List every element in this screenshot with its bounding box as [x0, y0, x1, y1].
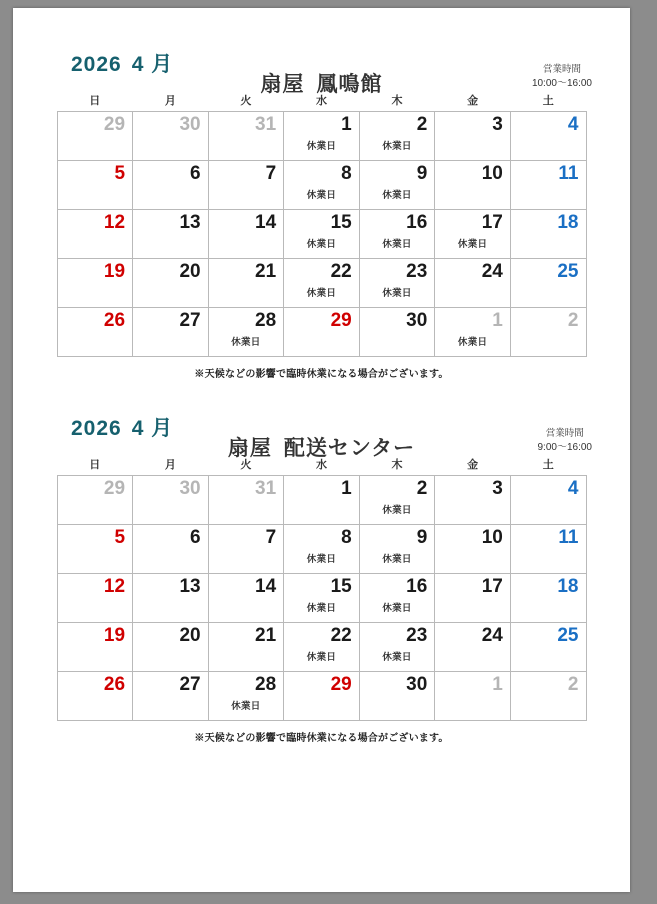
- day-cell[interactable]: [510, 525, 586, 574]
- day-cell[interactable]: [284, 161, 360, 210]
- closed-day-label: 休業日: [382, 287, 412, 299]
- day-number: 28: [255, 310, 277, 331]
- day-number: 3: [492, 478, 503, 499]
- weekday-header: 土: [542, 459, 554, 471]
- day-number: 12: [103, 576, 126, 597]
- day-number: 10: [481, 163, 503, 184]
- day-number: 15: [330, 576, 352, 597]
- day-number: 16: [406, 576, 428, 597]
- day-cell[interactable]: [208, 161, 284, 210]
- weekday-header: 木: [391, 95, 403, 107]
- day-number: 16: [406, 212, 428, 233]
- day-number: 2: [416, 114, 428, 135]
- day-number: 30: [179, 478, 201, 499]
- day-number: 21: [255, 625, 277, 646]
- closed-day-label: 休業日: [382, 189, 412, 201]
- week-row: [57, 525, 586, 574]
- closed-day-label: 休業日: [382, 504, 412, 516]
- day-number: 9: [416, 163, 428, 184]
- day-cell[interactable]: [284, 574, 360, 623]
- closed-day-label: 休業日: [306, 238, 337, 250]
- day-number: 24: [481, 625, 503, 646]
- day-number: 7: [265, 163, 277, 184]
- day-number: 1: [341, 114, 352, 135]
- day-number: 25: [557, 261, 579, 282]
- week-row: [57, 623, 586, 672]
- business-hours-value: 9:00〜16:00: [537, 441, 592, 453]
- day-number: 1: [492, 674, 503, 695]
- day-cell[interactable]: [208, 210, 284, 259]
- month-label: 4 月: [131, 417, 174, 440]
- year-label: 2026: [71, 53, 122, 76]
- day-cell[interactable]: [510, 476, 586, 525]
- day-number: 17: [481, 576, 503, 597]
- day-number: 24: [481, 261, 503, 282]
- calendar-table: [57, 92, 587, 357]
- day-cell[interactable]: [359, 623, 435, 672]
- day-cell[interactable]: [359, 574, 435, 623]
- day-cell[interactable]: [208, 672, 284, 721]
- day-number: 26: [103, 310, 126, 331]
- day-number: 13: [179, 212, 201, 233]
- day-number: 19: [103, 625, 126, 646]
- day-cell[interactable]: [284, 623, 360, 672]
- day-number: 27: [179, 674, 201, 695]
- day-number: 4: [567, 478, 579, 499]
- day-cell[interactable]: [57, 259, 133, 308]
- day-number: 14: [255, 212, 277, 233]
- weekday-header: 火: [240, 459, 252, 471]
- weekday-header: 金: [467, 459, 479, 471]
- day-cell[interactable]: [57, 525, 133, 574]
- week-row: [57, 259, 586, 308]
- day-number: 8: [341, 163, 352, 184]
- closed-day-label: 休業日: [306, 189, 337, 201]
- day-cell[interactable]: [133, 259, 209, 308]
- weekday-header: 金: [467, 95, 479, 107]
- closed-day-label: 休業日: [457, 336, 488, 348]
- day-number: 23: [406, 625, 428, 646]
- disclaimer-note: ※天候などの影響で臨時休業になる場合がございます。: [194, 733, 449, 744]
- day-cell[interactable]: [133, 672, 209, 721]
- closed-day-label: 休業日: [382, 553, 412, 565]
- day-cell[interactable]: [208, 259, 284, 308]
- day-number: 1: [341, 478, 352, 499]
- disclaimer-note: ※天候などの影響で臨時休業になる場合がございます。: [194, 369, 449, 380]
- week-row: [57, 308, 586, 357]
- day-number: 29: [103, 478, 126, 499]
- week-row: [57, 161, 586, 210]
- day-number: 11: [558, 527, 579, 548]
- day-number: 29: [330, 674, 352, 695]
- day-cell[interactable]: [284, 672, 360, 721]
- weekday-header: 水: [315, 95, 327, 107]
- day-cell[interactable]: [510, 672, 586, 721]
- day-number: 21: [255, 261, 277, 282]
- day-number: 1: [492, 310, 503, 331]
- day-cell[interactable]: [208, 525, 284, 574]
- week-row: [57, 574, 586, 623]
- day-number: 2: [416, 478, 428, 499]
- day-cell[interactable]: [510, 308, 586, 357]
- day-number: 6: [190, 527, 201, 548]
- day-cell[interactable]: [57, 623, 133, 672]
- day-cell[interactable]: [284, 210, 360, 259]
- closed-day-label: 休業日: [306, 651, 337, 663]
- day-cell[interactable]: [510, 574, 586, 623]
- day-cell[interactable]: [284, 476, 360, 525]
- day-cell[interactable]: [359, 672, 435, 721]
- calendar-table: [57, 456, 587, 721]
- weekday-header: 水: [315, 459, 327, 471]
- day-cell[interactable]: [133, 623, 209, 672]
- day-cell[interactable]: [133, 210, 209, 259]
- month-label: 4 月: [131, 53, 174, 76]
- store-name: 扇屋: [260, 73, 305, 96]
- day-cell[interactable]: [57, 476, 133, 525]
- day-number: 20: [179, 261, 201, 282]
- closed-day-label: 休業日: [382, 651, 412, 663]
- day-number: 30: [406, 674, 428, 695]
- day-cell[interactable]: [359, 210, 435, 259]
- day-cell[interactable]: [510, 210, 586, 259]
- day-number: 25: [557, 625, 579, 646]
- day-number: 12: [103, 212, 126, 233]
- day-number: 14: [255, 576, 277, 597]
- day-number: 18: [557, 212, 579, 233]
- day-cell[interactable]: [133, 525, 209, 574]
- day-number: 22: [330, 261, 352, 282]
- week-row: [57, 210, 586, 259]
- day-number: 29: [103, 114, 126, 135]
- day-cell[interactable]: [359, 161, 435, 210]
- day-cell[interactable]: [510, 112, 586, 161]
- day-cell[interactable]: [284, 525, 360, 574]
- store-name: 扇屋: [227, 437, 272, 460]
- day-cell[interactable]: [435, 308, 511, 357]
- day-cell[interactable]: [133, 476, 209, 525]
- day-cell[interactable]: [510, 259, 586, 308]
- day-cell[interactable]: [435, 210, 511, 259]
- day-number: 30: [406, 310, 428, 331]
- day-cell[interactable]: [284, 308, 360, 357]
- day-number: 2: [567, 674, 579, 695]
- day-number: 27: [179, 310, 201, 331]
- day-number: 8: [341, 527, 352, 548]
- day-cell[interactable]: [435, 161, 511, 210]
- day-cell[interactable]: [435, 574, 511, 623]
- day-number: 5: [114, 163, 126, 184]
- day-number: 11: [558, 163, 579, 184]
- day-number: 29: [330, 310, 352, 331]
- closed-day-label: 休業日: [382, 238, 412, 250]
- day-cell[interactable]: [133, 574, 209, 623]
- weekday-header: 土: [542, 95, 554, 107]
- day-cell[interactable]: [133, 112, 209, 161]
- day-cell[interactable]: [133, 308, 209, 357]
- day-number: 30: [179, 114, 201, 135]
- day-number: 31: [255, 114, 277, 135]
- day-cell[interactable]: [57, 574, 133, 623]
- day-cell[interactable]: [359, 112, 435, 161]
- day-cell[interactable]: [208, 476, 284, 525]
- day-cell[interactable]: [284, 112, 360, 161]
- day-cell[interactable]: [359, 525, 435, 574]
- closed-day-label: 休業日: [231, 336, 261, 348]
- day-number: 6: [190, 163, 201, 184]
- weekday-header: 日: [89, 95, 101, 107]
- calendar-header: [13, 42, 630, 96]
- year-label: 2026: [71, 417, 122, 440]
- closed-day-label: 休業日: [231, 700, 261, 712]
- day-cell[interactable]: [208, 112, 284, 161]
- business-hours: [532, 64, 592, 90]
- business-hours: [538, 428, 593, 454]
- week-row: [57, 112, 586, 161]
- day-number: 23: [406, 261, 428, 282]
- calendar-block: [13, 42, 630, 380]
- weekday-header: 木: [391, 459, 403, 471]
- day-number: 18: [557, 576, 579, 597]
- closed-day-label: 休業日: [306, 602, 337, 614]
- day-cell[interactable]: [57, 672, 133, 721]
- day-cell[interactable]: [208, 623, 284, 672]
- day-number: 22: [330, 625, 352, 646]
- day-cell[interactable]: [133, 161, 209, 210]
- day-number: 10: [481, 527, 503, 548]
- branch-name: 配送センター: [283, 437, 416, 460]
- day-cell[interactable]: [208, 308, 284, 357]
- day-cell[interactable]: [435, 623, 511, 672]
- closed-day-label: 休業日: [306, 140, 337, 152]
- day-number: 5: [114, 527, 126, 548]
- business-hours-label: 営業時間: [542, 64, 581, 75]
- calendar-header: [13, 406, 630, 460]
- weekday-header: 日: [89, 459, 101, 471]
- business-hours-value: 10:00〜16:00: [531, 77, 592, 89]
- day-cell[interactable]: [57, 112, 133, 161]
- day-cell[interactable]: [510, 161, 586, 210]
- day-cell[interactable]: [435, 525, 511, 574]
- day-number: 7: [265, 527, 277, 548]
- day-cell[interactable]: [435, 476, 511, 525]
- day-cell[interactable]: [435, 259, 511, 308]
- day-number: 26: [103, 674, 126, 695]
- day-cell[interactable]: [435, 112, 511, 161]
- day-number: 13: [179, 576, 201, 597]
- weekday-header: 火: [240, 95, 252, 107]
- day-cell[interactable]: [359, 308, 435, 357]
- day-number: 2: [567, 310, 579, 331]
- week-row: [57, 672, 586, 721]
- branch-name: 鳳鳴館: [316, 73, 383, 96]
- closed-day-label: 休業日: [382, 602, 412, 614]
- closed-day-label: 休業日: [457, 238, 488, 250]
- day-number: 28: [255, 674, 277, 695]
- day-number: 9: [416, 527, 428, 548]
- business-hours-label: 営業時間: [545, 428, 584, 439]
- day-cell[interactable]: [359, 259, 435, 308]
- day-number: 31: [255, 478, 277, 499]
- day-cell[interactable]: [57, 161, 133, 210]
- day-number: 20: [179, 625, 201, 646]
- day-cell[interactable]: [208, 574, 284, 623]
- closed-day-label: 休業日: [382, 140, 412, 152]
- day-number: 4: [567, 114, 579, 135]
- day-cell[interactable]: [359, 476, 435, 525]
- day-number: 15: [330, 212, 352, 233]
- day-cell[interactable]: [57, 210, 133, 259]
- weekday-header: 月: [164, 459, 176, 471]
- day-number: 17: [481, 212, 503, 233]
- day-cell[interactable]: [510, 623, 586, 672]
- calendar-block: [13, 406, 630, 744]
- day-cell[interactable]: [284, 259, 360, 308]
- day-cell[interactable]: [435, 672, 511, 721]
- closed-day-label: 休業日: [306, 287, 337, 299]
- day-number: 19: [103, 261, 126, 282]
- document-page: [13, 8, 630, 892]
- closed-day-label: 休業日: [306, 553, 337, 565]
- day-number: 3: [492, 114, 503, 135]
- day-cell[interactable]: [57, 308, 133, 357]
- week-row: [57, 476, 586, 525]
- weekday-header: 月: [164, 95, 176, 107]
